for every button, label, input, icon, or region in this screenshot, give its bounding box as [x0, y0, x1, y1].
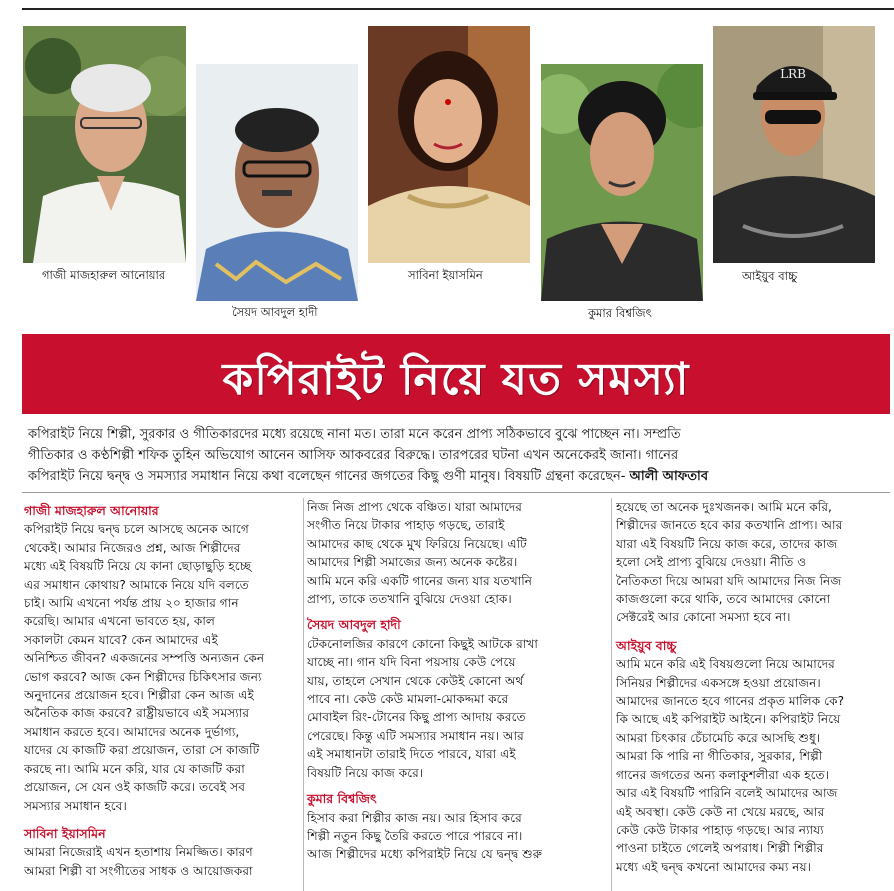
text-line: মোবাইল রিং-টোনের কিছু প্রাপ্য আদায় করতে: [307, 710, 526, 725]
text-line: পাওনা চাইতে গেলেই অপরাধ। শিল্পী শিল্পীর: [616, 841, 824, 856]
text-line: টেকনোলজির কারণে কোনো কিছুই আটকে রাখা: [307, 636, 538, 651]
text-line: আমরা নিজেরাই এখন হতাশায় নিমজ্জিত। কারণ: [24, 845, 253, 860]
text-line: এই অবস্থা। কেউ কেউ না খেয়ে মরছে, আর: [616, 804, 825, 819]
text-line: শিল্পীদের জানতে হবে কার কতখানি প্রাপ্য। আর: [616, 518, 843, 533]
speaker-heading: সৈয়দ আবদুল হাদী: [307, 617, 401, 633]
text-line: আমরা কি পারি না গীতিকার, সুরকার, শিল্পী: [616, 749, 823, 764]
text-line: যাচ্ছে না। গান যদি বিনা পয়সায় কেউ পেয়ে: [307, 655, 516, 670]
text-line: এর সমাধান কোথায়? আমাকে নিয়ে যদি বলতে: [24, 577, 249, 592]
text-line: প্রাপ্য, তাকে ততখানি বুঝিয়ে দেওয়া হোক।: [307, 592, 512, 607]
author-credit: আলী আফতাব: [629, 469, 709, 484]
text-line: যাদের যে কাজটি করা প্রয়োজন, তারা সে কাজটি: [24, 743, 260, 758]
text-line: শিল্পী নতুন কিছু তৈরি করতে পারে পারবে না।: [307, 828, 523, 843]
text-line: গানের জগতের অন্য কলাকুশলীরা এক হতে।: [616, 767, 830, 782]
section-rule: [22, 492, 890, 493]
text-line: সিনিয়র শিল্পীদের একসঙ্গে হওয়া প্রয়োজন।: [616, 675, 821, 690]
headline-banner: [22, 334, 890, 414]
text-line: মধ্যে এই বিষয়টি নিয়ে যে কানা ছোড়াছুড়ি হচ্ছে: [24, 559, 252, 574]
text-line: আমাদের শিল্পী সমাজের জন্য অনেক কষ্টের।: [307, 555, 518, 570]
intro-line: কপিরাইট নিয়ে শিল্পী, সুরকার ও গীতিকারদের মধ্যে রয়েছে নানা মত। তারা মনে করেন প্রাপ্য সঠিকভাবে বুঝে পাচ্ছেন না। সম্প্রতি: [28, 427, 681, 442]
speaker-heading: সাবিনা ইয়াসমিন: [24, 825, 106, 841]
text-line: কি আছে এই কপিরাইট আইনে। কপিরাইট নিয়ে: [616, 712, 841, 727]
intro-text: কপিরাইট নিয়ে দ্বন্দ্ব ও সমস্যার সমাধান নিয়ে কথা বলেছেন গানের জগতের কিছু গুণী মানুষ। বিষয়টি গ্রন্থনা করেছেন-: [28, 469, 626, 484]
text-line: আজ শিল্পীদের মধ্যে কপিরাইট নিয়ে যে দ্বন্দ্ব শুরু: [307, 847, 543, 862]
text-line: থেকেই। আমার নিজেরও প্রশ্ন, আজ শিল্পীদের: [24, 540, 241, 555]
text-line: যায়, তাহলে সেখান থেকে কেউই কোনো অর্থ: [307, 673, 524, 688]
photo-sabina: [368, 26, 530, 263]
text-line: প্রয়োজন, সে যেন ওই কাজটি করে। তবেই সব: [24, 780, 245, 795]
photo-gazi: [23, 26, 186, 263]
text-line: আমাদের জানতে হবে গানের প্রকৃত মালিক কে?: [616, 694, 845, 709]
text-line: চাই। আমি এখনো পর্যন্ত প্রায় ২০ হাজার গান: [24, 596, 239, 611]
column-3: [616, 498, 892, 876]
headline: কপিরাইট নিয়ে যত সমস্যা: [222, 354, 690, 405]
photo-kumar: [541, 64, 703, 301]
text-line: আমরা চিৎকার চেঁচামেচি করে আসছি শুধু।: [616, 730, 821, 745]
text-line: সংগীত নিয়ে টাকার পাহাড় গড়ছে, তারাই: [307, 518, 505, 533]
column-2: [307, 498, 607, 864]
text-line: অনৈতিক কাজ করবে? রাষ্ট্রীয়ভাবে এই সমস্যার: [24, 706, 250, 721]
text-line: সমাধান করতে হবে। আমাদের অনেক দুর্ভাগ্য,: [24, 724, 240, 739]
caption-kumar: কুমার বিশ্বজিৎ: [588, 306, 652, 320]
text-line: আমরা শিল্পী বা সংগীতের সাধক ও আয়োজকরা: [24, 863, 253, 878]
text-line: কেউ কেউ টাকার পাহাড় গড়ছে। আর ন্যায্য: [616, 822, 824, 837]
caption-sabina: সাবিনা ইয়াসমিন: [408, 268, 483, 282]
text-line: মধ্যে এই দ্বন্দ্ব কখনো আমাদের কম্য নয়।: [616, 859, 812, 874]
text-line: বিষয়টি নিয়ে কাজ করে।: [307, 765, 424, 780]
column-divider: [611, 498, 612, 891]
text-line: আমি মনে করি একটি গানের জন্য যার যতখানি: [307, 573, 533, 588]
text-line: যারা এই বিষয়টি নিয়ে কাজ করে, তাদের কাজ: [616, 536, 838, 551]
text-line: অনিশ্চিত জীবন? একজনের সম্পত্তি অন্যজন কেন: [24, 651, 265, 666]
text-line: কপিরাইট নিয়ে দ্বন্দ্ব চলে আসছে অনেক আগে: [24, 522, 249, 537]
svg-text:LRB: LRB: [780, 67, 806, 81]
caption-gazi: গাজী মাজহারুল আনোয়ার: [42, 268, 166, 282]
text-line: নৈতিকতা দিয়ে আমরা যদি আমাদের নিজ নিজ: [616, 573, 842, 588]
column-divider: [303, 498, 304, 891]
caption-ayub: আইয়ুব বাচ্চু: [742, 269, 798, 283]
speaker-heading: আইয়ুব বাচ্চু: [616, 637, 677, 653]
text-line: হয়েছে তা অনেক দুঃখজনক। আমি মনে করি,: [616, 500, 832, 514]
text-line: পেরেছে। কিন্তু এটি সমস্যার সমাধান নয়। আর: [307, 728, 524, 743]
photo-hadi: [196, 64, 358, 301]
text-line: সেক্টরেই আর কোনো সমস্যা হবে না।: [616, 610, 791, 625]
intro-line: [28, 466, 886, 487]
text-line: করছে না। আমি মনে করি, যার যে কাজটি করা: [24, 761, 245, 776]
text-line: আমাদের কাছ থেকে মুখ ফিরিয়ে নিয়েছে। এটি: [307, 536, 527, 551]
text-line: করেছি। আমার এখনো ভাবতে হয়, কাল: [24, 614, 215, 629]
text-line: সকালটা কেমন যাবে? কেন আমাদের এই: [24, 632, 218, 647]
text-line: আমি মনে করি এই বিষয়গুলো নিয়ে আমাদের: [616, 657, 835, 672]
intro-line: গীতিকার ও কণ্ঠশিল্পী শফিক তুহিন অভিযোগ আনেন আসিফ আকবরের বিরুদ্ধে। তারপরের ঘটনা এখন অনেকেরই জানা। গানের: [28, 448, 679, 463]
text-line: আর এই বিষয়টি পারিনি বলেই আমাদের আজ: [616, 786, 838, 801]
text-line: নিজ নিজ প্রাপ্য থেকে বঞ্চিত। যারা আমাদের: [307, 500, 523, 514]
column-1: [24, 498, 300, 880]
speaker-heading: গাজী মাজহারুল আনোয়ার: [24, 503, 159, 518]
text-line: হিসাব করা শিল্পীর কাজ নয়। আর হিসাব করে: [307, 810, 522, 825]
text-line: হলো সেই প্রাপ্য বুঝিয়ে দেওয়া। নীতি ও: [616, 555, 807, 570]
text-line: সমস্যার সমাধান হবে।: [24, 798, 127, 813]
text-line: ভোগ করবে? আজ কেন শিল্পীদের চিকিৎসার জন্য: [24, 669, 262, 684]
intro-paragraph: [28, 424, 886, 487]
photo-ayub: [713, 26, 875, 263]
speaker-heading: কুমার বিশ্বজিৎ: [307, 791, 377, 807]
text-line: এই সমাধানটা তারাই দিতে পারবে, যারা এই: [307, 747, 516, 762]
text-line: কাজগুলো করে থাকি, তবে আমাদের কোনো: [616, 592, 831, 607]
top-rule: [22, 8, 894, 10]
caption-hadi: সৈয়দ আবদুল হাদী: [232, 305, 318, 319]
text-line: পাবে না। কেউ কেউ মামলা-মোকদ্দমা করে: [307, 692, 509, 707]
text-line: অনুদানের প্রয়োজন হবে। শিল্পীরা কেন আজ এই: [24, 688, 254, 703]
